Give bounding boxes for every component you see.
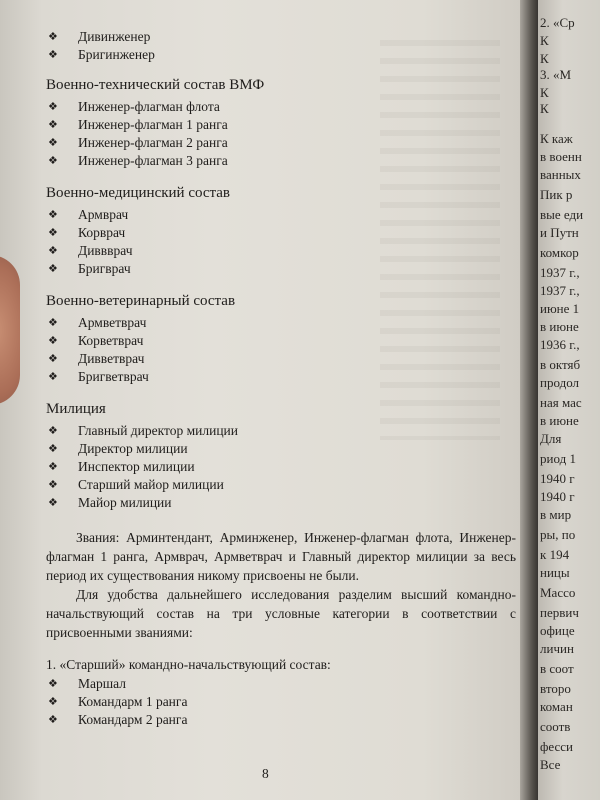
diamond-bullet-icon: ❖	[48, 714, 58, 726]
right-page-line: 2. «Ср	[540, 15, 575, 30]
right-page-line: вые еди	[540, 207, 584, 222]
list-item: ❖ Бригврач	[48, 261, 131, 276]
diamond-bullet-icon: ❖	[48, 335, 58, 347]
list-item: ❖ Старший майор милиции	[48, 477, 224, 492]
diamond-bullet-icon: ❖	[48, 49, 58, 61]
diamond-bullet-icon: ❖	[48, 479, 58, 491]
right-page-line: первич	[540, 605, 579, 620]
diamond-bullet-icon: ❖	[48, 209, 58, 221]
right-page-line: продол	[540, 375, 580, 390]
right-page-line: в октяб	[540, 357, 581, 372]
diamond-bullet-icon: ❖	[48, 696, 58, 708]
section-title: Военно-ветеринарный состав	[46, 293, 236, 309]
diamond-bullet-icon: ❖	[48, 101, 58, 113]
right-page-line: соотв	[540, 719, 571, 734]
militia-list	[46, 422, 516, 512]
list-item: ❖ Бригинженер	[48, 47, 155, 62]
diamond-bullet-icon: ❖	[48, 137, 58, 149]
right-page-line: 3. «М	[540, 67, 572, 82]
right-page-line: ная мас	[540, 395, 582, 410]
right-page-line: в июне	[540, 413, 579, 428]
category-title: 1. «Старший» командно-начальствующий состав:	[46, 657, 331, 672]
list-item: ❖ Командарм 1 ранга	[48, 694, 188, 709]
right-page-line: 1937 г.,	[540, 265, 580, 280]
right-page-line: К	[540, 33, 549, 48]
list-item: ❖ Бригветврач	[48, 369, 149, 384]
diamond-bullet-icon: ❖	[48, 245, 58, 257]
medical-list	[46, 206, 516, 278]
diamond-bullet-icon: ❖	[48, 317, 58, 329]
right-page-line: Пик р	[540, 187, 573, 202]
right-page-line: в июне	[540, 319, 579, 334]
list-item: ❖ Диввврач	[48, 243, 133, 258]
list-item: ❖ Дивинженер	[48, 29, 151, 44]
diamond-bullet-icon: ❖	[48, 497, 58, 509]
list-item: ❖ Главный директор милиции	[48, 423, 239, 438]
list-item: ❖ Инженер-флагман 1 ранга	[48, 117, 228, 132]
right-page-line: коман	[540, 699, 573, 714]
page-content	[46, 28, 516, 729]
page-number: 8	[262, 766, 269, 781]
right-page-line: риод 1	[540, 451, 576, 466]
right-page-line: К	[540, 85, 549, 100]
diamond-bullet-icon: ❖	[48, 119, 58, 131]
right-page-line: комкор	[540, 245, 579, 260]
veterinary-list	[46, 314, 516, 386]
right-page-line: 1937 г.,	[540, 283, 580, 298]
list-item: ❖ Командарм 2 ранга	[48, 712, 188, 727]
right-page-line: в соот	[540, 661, 574, 676]
list-item: ❖ Корветврач	[48, 333, 144, 348]
list-item: ❖ Инженер-флагман 2 ранга	[48, 135, 228, 150]
diamond-bullet-icon: ❖	[48, 353, 58, 365]
right-page-line: в военн	[540, 149, 582, 164]
section-title: Военно-технический состав ВМФ	[46, 77, 265, 93]
right-page-line: офице	[540, 623, 575, 638]
list-item: ❖ Армветврач	[48, 315, 147, 330]
paragraph-categories: Для удобства дальнейшего исследования разделим высший командно-начальствующий состав на три условные категории в соответствии с присвоенными званиями:	[46, 587, 516, 640]
right-page-line: Все	[540, 757, 561, 772]
list-item: ❖ Инженер-флагман флота	[48, 99, 220, 114]
right-page-line: Для	[540, 431, 562, 446]
diamond-bullet-icon: ❖	[48, 155, 58, 167]
senior-command-list	[46, 675, 516, 729]
diamond-bullet-icon: ❖	[48, 443, 58, 455]
list-item: ❖ Корврач	[48, 225, 126, 240]
right-page-line: Массо	[540, 585, 576, 600]
diamond-bullet-icon: ❖	[48, 371, 58, 383]
right-page-line: К каж	[540, 131, 573, 146]
right-page-line: июне 1	[540, 301, 580, 316]
right-page	[538, 0, 600, 800]
body-text	[46, 528, 516, 642]
diamond-bullet-icon: ❖	[48, 31, 58, 43]
right-page-line: в мир	[540, 507, 572, 522]
paragraph-unassigned-ranks: Звания: Арминтендант, Арминженер, Инженер-флагман флота, Инженер-флагман 1 ранга, Армврач, Армветврач и Главный директор милиции за весь период их существования никому присвоены не были.	[46, 530, 516, 583]
right-page-line: к 194	[540, 547, 570, 562]
diamond-bullet-icon: ❖	[48, 425, 58, 437]
section-title: Военно-медицинский состав	[46, 185, 231, 201]
list-item: ❖ Инспектор милиции	[48, 459, 195, 474]
diamond-bullet-icon: ❖	[48, 263, 58, 275]
diamond-bullet-icon: ❖	[48, 678, 58, 690]
right-page-line: и Путн	[540, 225, 579, 240]
right-page-line: ванных	[540, 167, 581, 182]
right-page-line: ницы	[540, 565, 570, 580]
section-title: Милиция	[46, 401, 106, 417]
list-item: ❖ Армврач	[48, 207, 129, 222]
right-page-line: личин	[540, 641, 574, 656]
right-page-line: 1940 г	[540, 471, 575, 486]
right-page-line: К	[540, 51, 549, 66]
list-item: ❖ Майор милиции	[48, 495, 172, 510]
diamond-bullet-icon: ❖	[48, 227, 58, 239]
right-page-line: ры, по	[540, 527, 576, 542]
right-page-line: 1940 г	[540, 489, 575, 504]
list-item: ❖ Инженер-флагман 3 ранга	[48, 153, 228, 168]
list-item: ❖ Дивветврач	[48, 351, 145, 366]
right-page-line: второ	[540, 681, 571, 696]
right-page-line: фесси	[540, 739, 574, 754]
list-item: ❖ Директор милиции	[48, 441, 188, 456]
finger-shadow	[0, 255, 20, 405]
right-page-line: К	[540, 101, 549, 116]
list-item: ❖ Маршал	[48, 676, 126, 691]
top-rank-list	[46, 28, 516, 64]
naval-tech-list	[46, 98, 516, 170]
book-gutter	[520, 0, 540, 800]
right-page-line: 1936 г.,	[540, 337, 580, 352]
diamond-bullet-icon: ❖	[48, 461, 58, 473]
